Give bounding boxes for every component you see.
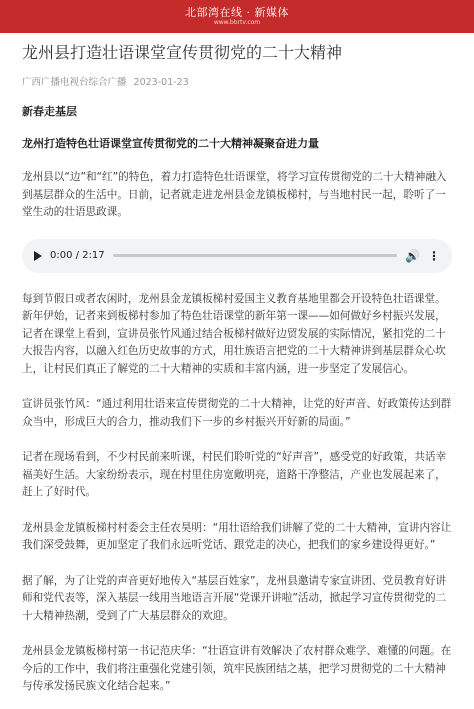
article-meta	[22, 77, 452, 89]
article	[0, 42, 474, 696]
audio-progress-track[interactable]	[113, 254, 397, 257]
article-intro: 龙州县以“边”和“红”的特色，着力打造特色壮语课堂，将学习宣传贯彻党的二十大精神融入到基层群众的生活中。日前，记者就走进龙州县金龙镇板梯村，与当地村民一起，聆听了一堂生动的壮语思政课。	[22, 171, 447, 218]
article-title: 龙州县打造壮语课堂宣传贯彻党的二十大精神	[22, 43, 343, 62]
play-icon[interactable]	[34, 251, 42, 261]
article-paragraph: 记者在现场看到，不少村民前来听课，村民们聆听党的“好声音”，感受党的好政策，共话幸福美好生活。大家纷纷表示，现在村里住房宽敞明亮，道路干净整洁，产业也发展起来了，赶上了好时代。	[22, 451, 447, 498]
more-icon[interactable]: ⋮	[428, 248, 440, 263]
article-paragraph: 宣讲员张竹风：“通过利用壮语来宣传贯彻党的二十大精神，让党的好声音、好政策传达到群众当中，形成巨大的合力，推动我们下一步的乡村振兴开好新的局面。”	[22, 398, 452, 428]
article-paragraph: 龙州县金龙镇板梯村村委会主任农昊明：“用壮语给我们讲解了党的二十大精神，宣讲内容让我们深受鼓舞，更加坚定了我们永远听党话、跟党走的决心，把我们的家乡建设得更好。”	[22, 521, 452, 551]
article-paragraph: 据了解，为了让党的声音更好地传入“基层百姓家”，龙州县邀请专家宣讲团、党员教育好讲师和党代表等，深入基层一线用当地语言开展“党课开讲啦”活动，掀起学习宣传贯彻党的二十大精神热潮，受到了广大基层群众的欢迎。	[22, 574, 447, 622]
article-date: 2023-01-23	[133, 77, 189, 88]
audio-player[interactable]	[22, 239, 452, 273]
audio-time: 0:00 / 2:17	[50, 250, 105, 261]
article-source: 广西广播电视台综合广播	[22, 77, 127, 88]
article-subheading: 龙州打造特色壮语课堂宣传贯彻党的二十大精神凝聚奋进力量	[22, 137, 319, 150]
site-banner-subtitle: www.bbrtv.com	[213, 19, 261, 26]
section-heading: 新春走基层	[22, 105, 77, 118]
volume-icon[interactable]: 🔊	[405, 248, 420, 263]
article-paragraph: 龙州县金龙镇板梯村第一书记范庆华：“壮语宣讲有效解决了农村群众难学、难懂的问题。在今后的工作中，我们将注重强化党建引领，筑牢民族团结之基，把学习贯彻党的二十大精神与传承发扬民族文化结合起来。”	[22, 645, 452, 692]
site-banner	[0, 0, 474, 33]
article-paragraph: 每到节假日或者农闲时，龙州县金龙镇板梯村爱国主义教育基地里都会开设特色壮语课堂。新年伊始，记者来到板梯村参加了特色壮语课堂的新年第一课——如何做好乡村振兴发展，记者在课堂上看到，宣讲员张竹风通过结合板梯村做好边贸发展的实际情况，紧扣党的二十大报告内容，以融入红色历史故事的方式，用壮族语言把党的二十大精神讲到基层群众心坎上，让村民们真正了解党的二十大精神的实质和丰富内涵，进一步坚定了发展信心。	[22, 292, 446, 375]
site-banner-title: 北部湾在线 · 新媒体	[185, 6, 289, 19]
